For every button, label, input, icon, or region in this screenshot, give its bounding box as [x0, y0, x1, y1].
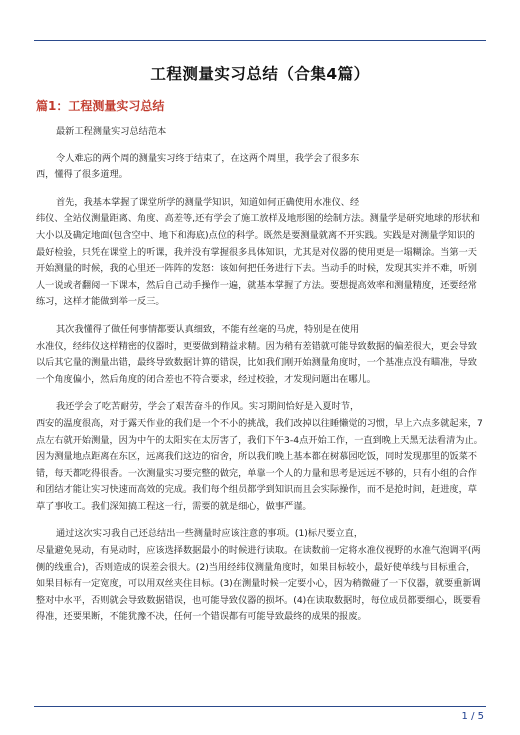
paragraph-text: 水准仪，经纬仪这样精密的仪器时，更要做到精益求精。因为稍有差错就可能导致数据的偏差很大，更会导致以后其它量的测量出错，最终导致数据计算的错误，比如我们刚开始测量角度时，一个基准点没有瞄准，导致一个角度偏小，然后角度的闭合差也不符合要求，经过校验，才发现问题出在哪儿。 [36, 340, 477, 385]
document-title: 工程测量实习总结（合集4篇） [150, 65, 370, 83]
paragraph-text: 西，懂得了很多道理。 [36, 169, 128, 181]
paragraph-3 [36, 322, 484, 388]
section-heading: 篇1：工程测量实习总结 [36, 99, 165, 113]
page-indicator: 1 / 5 [461, 711, 484, 722]
top-rule [34, 40, 486, 41]
document-body [36, 124, 484, 637]
paragraph-first-line: 通过这次实习我自己还总结出一些测量时应该注意的事项。(1)标尺要立直， [56, 528, 364, 540]
paragraph-5 [36, 526, 484, 626]
paragraph-text: 西安的温度很高，对于露天作业的我们是一个不小的挑战，我们改掉以往睡懒觉的习惯，早上六点多就起来，7点左右就开始测量，因为中午的太阳实在太厉害了，我们下午3-4点开始工作，一直到晚上天黑无法看清为止。因为测量地点距离在东区，远离我们这边的宿舍，所以我们晚上基本都在树慕园吃饭，同时发现那里的饭菜不错，每天都吃得很香。一次测量实习要完整的做完，单靠一个人的力量和思考是远远不够的，只有小组的合作和团结才能让实习快速而高效的完成。我们每个组员都学到知识而且会实际操作，而不是抢时间，赶进度，草草了事收工。我们深知搞工程这一行，需要的就是细心，做事严谨。 [36, 417, 483, 512]
paragraph-first-line: 令人难忘的两个周的测量实习终于结束了，在这两个周里，我学会了很多东 [56, 152, 360, 164]
paragraph-2 [36, 195, 484, 311]
bottom-rule [34, 706, 486, 707]
paragraph-1 [36, 151, 484, 184]
paragraph-first-line: 其次我懂得了做任何事情都要认真细致，不能有丝毫的马虎，特别是在使用 [56, 323, 360, 335]
paragraph-first-line: 首先，我基本掌握了课堂所学的测量学知识，知道如何正确使用水准仪、经 [56, 196, 360, 208]
subtitle: 最新工程测量实习总结范本 [56, 126, 167, 137]
paragraph-4 [36, 399, 484, 515]
paragraph-text: 尽量避免晃动，有晃动时，应该选择数据最小的时候进行读取。在读数前一定将水准仪视野的水准气泡调平(两侧的线重合)，否则造成的误差会很大。(2)当用经纬仪测量角度时，如果目标较小，最好使单线与目标重合，如果目标有一定宽度，可以用双丝夹住目标。(3)在测量时候一定要小心，因为稍微碰了一下仪器，就要重新调整对中水平，否则就会导致数据错误，也可能导致仪器的损坏。(4)在读取数据时，每位成员都要细心，既要看得准，还要果断，不能犹豫不决，任何一个错误都有可能导致最终的成果的报废。 [36, 545, 481, 623]
paragraph-first-line: 我还学会了吃苦耐劳，学会了艰苦奋斗的作风。实习期间恰好是入夏时节， [56, 401, 360, 413]
paragraph-text: 纬仪、全站仪测量距离、角度、高差等,还有学会了施工放样及地形图的绘制方法。测量学是研究地球的形状和大小以及确定地面(包含空中、地下和海底)点位的科学。既然是要测量就离不开实践。实践是对测量学知识的最好检验，只凭在课堂上的听课，我并没有掌握很多具体知识，尤其是对仪器的使用更是一塌糊涂。当第一天开始测量的时候，我的心里还一阵阵的发怒：该如何把任务进行下去。当动手的时候，发现其实并不难，听别人一说或者翻阅一下课本，然后自己动手操作一遍，就基本掌握了方法。要想提高效率和测量精度，还要经常练习，这样才能做到举一反三。 [36, 213, 480, 308]
